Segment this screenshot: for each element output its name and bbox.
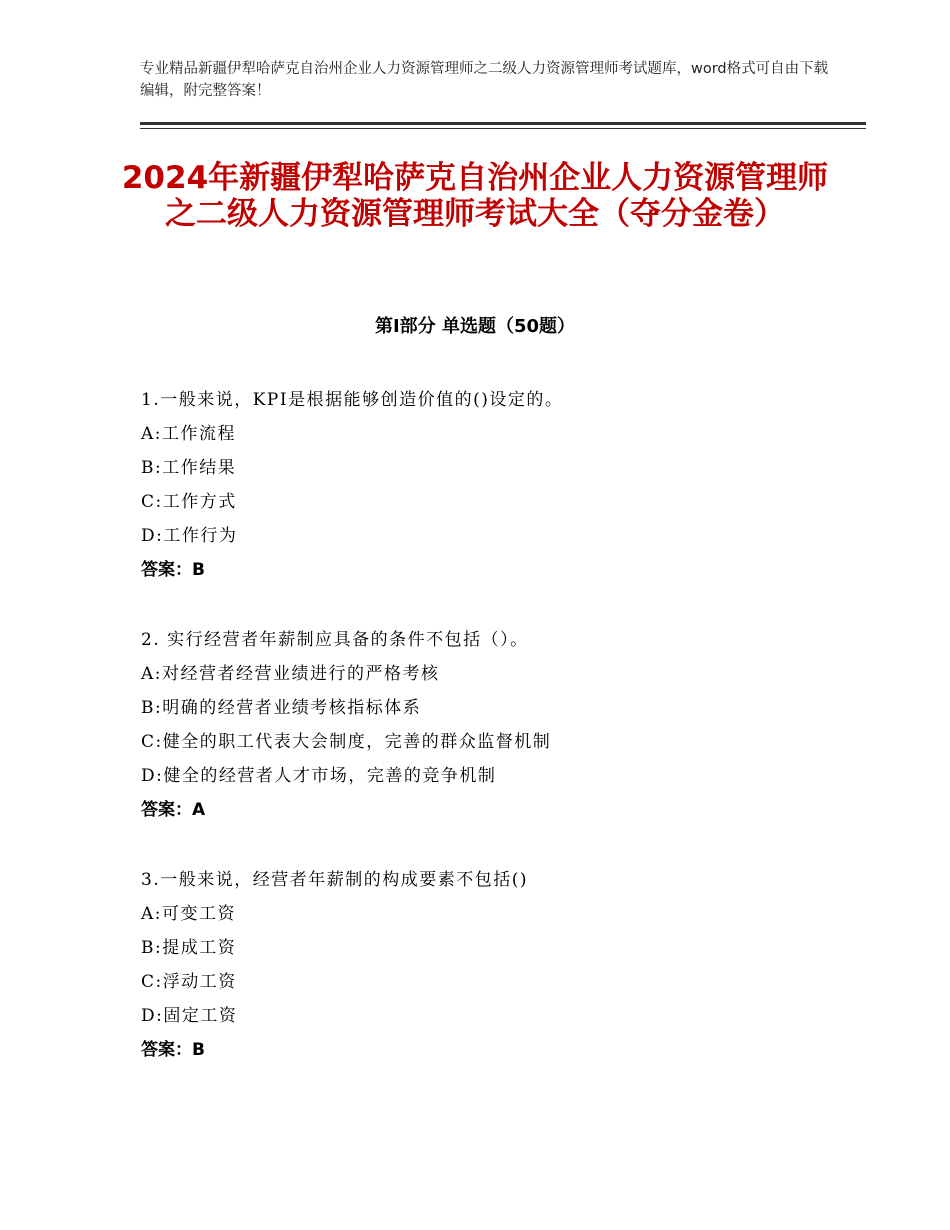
- option-b: B:工作结果: [141, 458, 237, 478]
- option-b: B:提成工资: [141, 938, 237, 958]
- header-rule-thin: [140, 128, 866, 129]
- question-list: [141, 383, 841, 1103]
- question-1: [141, 383, 841, 587]
- document-title: 2024年新疆伊犁哈萨克自治州企业人力资源管理师之二级人力资源管理师考试大全（夺分金卷）: [121, 160, 829, 232]
- question-stem: 2. 实行经营者年薪制应具备的条件不包括（）。: [141, 630, 529, 650]
- question-stem: 1.一般来说，KPI是根据能够创造价值的()设定的。: [141, 390, 564, 410]
- section-title: 第Ⅰ部分 单选题（50题）: [374, 316, 575, 337]
- option-d: D:工作行为: [141, 526, 238, 546]
- question-2: [141, 623, 841, 827]
- option-a: A:工作流程: [141, 424, 237, 444]
- option-d: D:固定工资: [141, 1006, 238, 1026]
- question-3: [141, 863, 841, 1067]
- option-c: C:健全的职工代表大会制度，完善的群众监督机制: [141, 732, 552, 752]
- question-stem: 3.一般来说，经营者年薪制的构成要素不包括(): [141, 870, 528, 890]
- option-a: A:对经营者经营业绩进行的严格考核: [141, 664, 440, 684]
- option-c: C:浮动工资: [141, 972, 237, 992]
- answer: 答案：B: [141, 1040, 205, 1060]
- header-note: 专业精品新疆伊犁哈萨克自治州企业人力资源管理师之二级人力资源管理师考试题库，word格式可自由下载编辑，附完整答案！: [140, 61, 829, 99]
- option-b: B:明确的经营者业绩考核指标体系: [141, 698, 422, 718]
- option-c: C:工作方式: [141, 492, 237, 512]
- answer: 答案：B: [141, 560, 205, 580]
- option-a: A:可变工资: [141, 904, 237, 924]
- answer: 答案：A: [141, 800, 206, 820]
- option-d: D:健全的经营者人才市场，完善的竞争机制: [141, 766, 497, 786]
- header-rule-thick: [140, 122, 866, 125]
